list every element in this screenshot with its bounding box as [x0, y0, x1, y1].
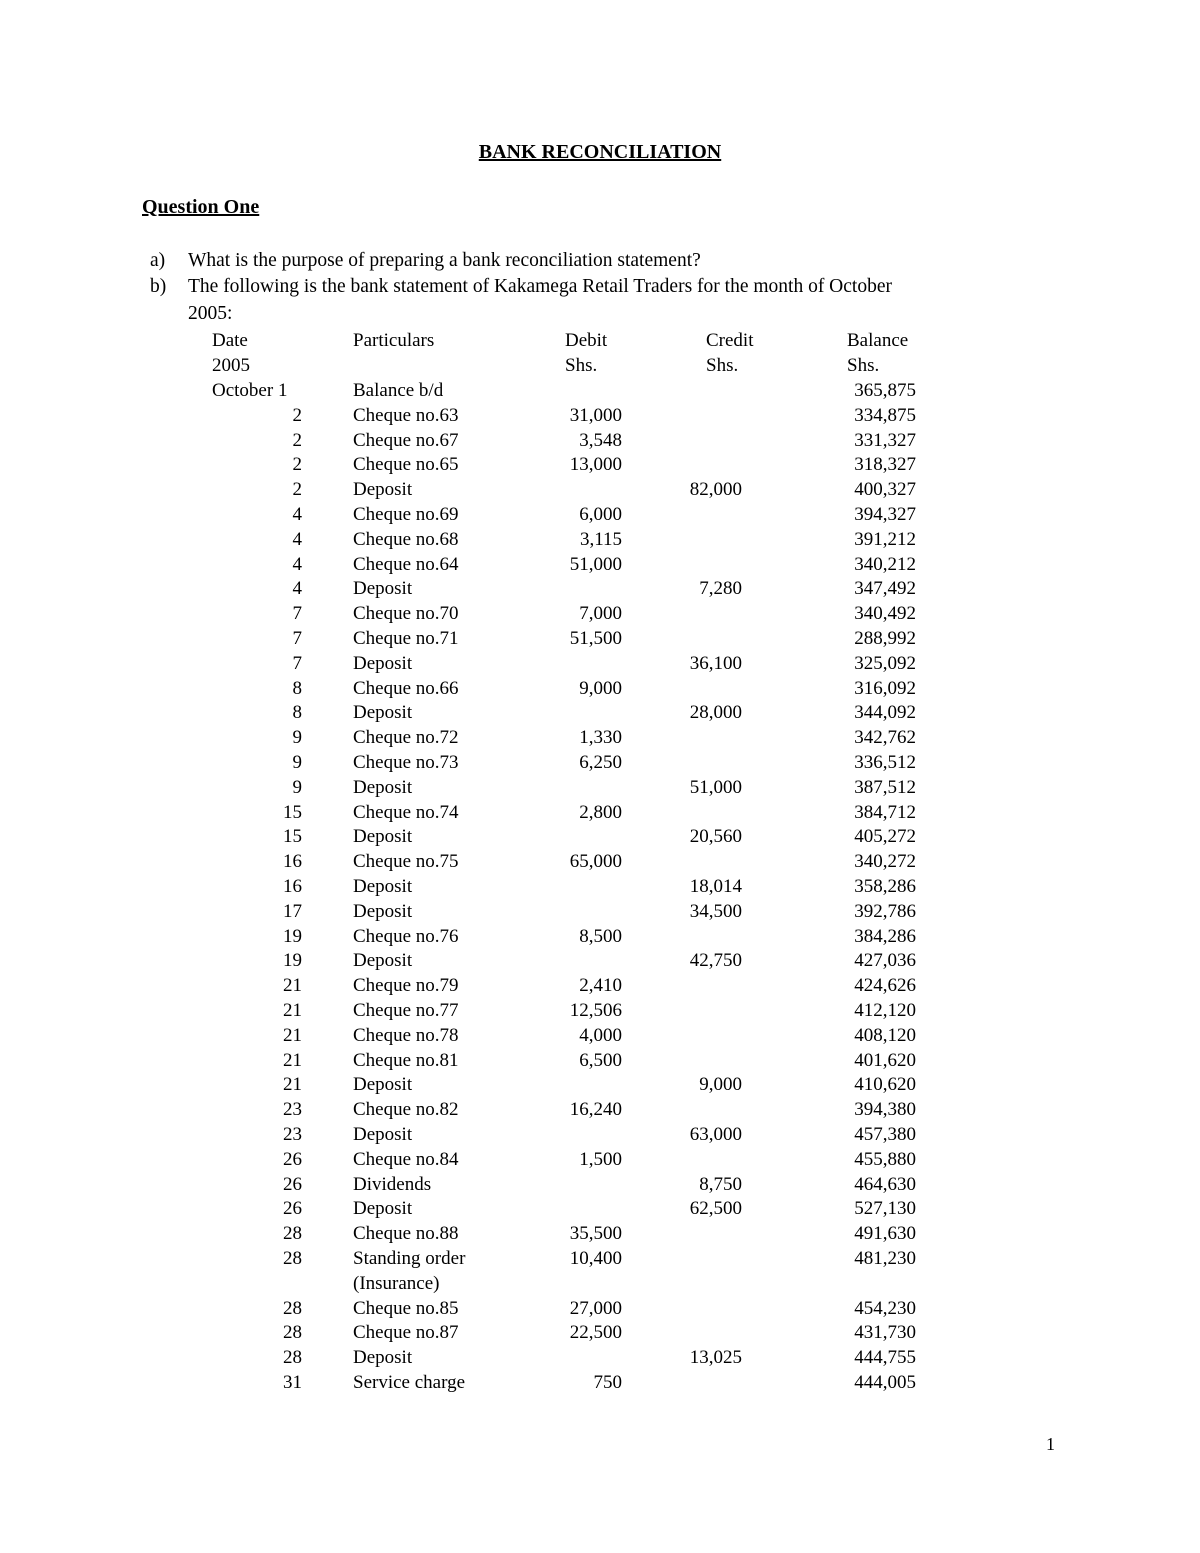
row-balance: 391,212 — [854, 528, 916, 550]
row-debit: 750 — [593, 1372, 622, 1393]
row-balance: 347,492 — [854, 578, 916, 600]
row-date: 2 — [292, 454, 302, 476]
row-date: 7 — [292, 603, 302, 625]
row-particulars: Cheque no.65 — [353, 454, 459, 476]
row-particulars: Deposit — [353, 1198, 413, 1220]
row-debit: 2,410 — [579, 975, 622, 997]
row-date: 23 — [283, 1124, 302, 1145]
row-particulars: Cheque no.72 — [353, 727, 459, 749]
row-date: 28 — [283, 1297, 302, 1319]
row-particulars: Cheque no.78 — [353, 1024, 459, 1046]
section-heading: Question One — [142, 196, 260, 218]
row-credit: 36,100 — [689, 652, 742, 674]
row-particulars: Cheque no.87 — [353, 1322, 459, 1344]
row-credit: 51,000 — [689, 776, 742, 798]
row-particulars: Deposit — [353, 479, 413, 501]
row-balance: 464,630 — [854, 1173, 916, 1195]
row-debit: 27,000 — [569, 1297, 622, 1319]
row-credit: 82,000 — [689, 479, 742, 501]
row-debit: 7,000 — [579, 603, 622, 625]
row-date: 21 — [283, 1024, 302, 1046]
row-credit: 20,560 — [689, 826, 742, 848]
row-particulars: Deposit — [353, 950, 413, 972]
row-balance: 405,272 — [854, 826, 916, 848]
row-particulars: Deposit — [353, 826, 413, 848]
row-balance: 358,286 — [854, 876, 916, 897]
question-b — [150, 276, 892, 298]
row-particulars: Cheque no.74 — [353, 801, 459, 823]
row-balance: 457,380 — [854, 1124, 916, 1145]
question-b-text: The following is the bank statement of Kakamega Retail Traders for the month of October — [188, 276, 892, 297]
row-particulars: Deposit — [353, 1347, 413, 1369]
row-debit: 3,548 — [579, 429, 622, 451]
row-particulars: Cheque no.77 — [353, 1000, 459, 1021]
row-balance: 344,092 — [854, 702, 916, 724]
row-balance: 316,092 — [854, 677, 916, 699]
header-particulars: Particulars — [353, 330, 435, 351]
row-balance: 410,620 — [854, 1074, 916, 1096]
row-balance: 408,120 — [854, 1024, 916, 1046]
row-date: 17 — [283, 900, 302, 922]
row-particulars: Deposit — [353, 876, 413, 897]
row-particulars: Cheque no.81 — [353, 1049, 459, 1071]
row-date: 21 — [283, 1000, 302, 1021]
row-balance: 455,880 — [854, 1148, 916, 1170]
row-particulars: Cheque no.82 — [353, 1099, 459, 1121]
row-balance: 340,212 — [854, 553, 916, 575]
row-particulars: Cheque no.88 — [353, 1223, 459, 1245]
row-balance: 384,286 — [854, 925, 916, 947]
row-date: 8 — [292, 677, 302, 699]
row-debit: 1,500 — [579, 1148, 622, 1170]
row-balance: 318,327 — [854, 454, 916, 476]
question-b-label: b) — [150, 276, 167, 297]
row-particulars: Cheque no.79 — [353, 975, 459, 997]
row-balance: 400,327 — [854, 479, 916, 501]
row-particulars: Dividends — [353, 1173, 432, 1195]
document-title: BANK RECONCILIATION — [478, 141, 722, 163]
row-date: 16 — [283, 851, 302, 873]
row-particulars: Service charge — [353, 1372, 466, 1393]
row-particulars: Cheque no.67 — [353, 429, 459, 451]
row-debit: 2,800 — [579, 801, 622, 823]
row-particulars: Standing order — [353, 1248, 466, 1269]
row-credit: 42,750 — [689, 950, 742, 972]
header-credit: Credit — [706, 330, 754, 351]
row-date: 21 — [283, 1074, 302, 1096]
row-balance: 387,512 — [854, 776, 916, 798]
row-date: 2 — [292, 479, 302, 501]
row-date: 9 — [292, 752, 302, 773]
row-date: 26 — [283, 1198, 302, 1220]
row-credit: 62,500 — [689, 1198, 742, 1220]
row-particulars: Cheque no.64 — [353, 553, 459, 575]
row-date: 9 — [292, 727, 302, 749]
row-credit: 28,000 — [689, 702, 742, 724]
row-debit: 10,400 — [569, 1248, 622, 1269]
row-date: 28 — [283, 1223, 302, 1245]
row-balance: 336,512 — [854, 752, 916, 773]
row-debit: 6,500 — [579, 1049, 622, 1071]
row-debit: 51,000 — [569, 553, 622, 575]
row-balance: 491,630 — [854, 1223, 916, 1245]
row-balance: 288,992 — [854, 628, 916, 649]
row-debit: 16,240 — [569, 1099, 622, 1121]
header-credit-unit: Shs. — [706, 355, 739, 376]
question-a-label: a) — [150, 250, 166, 271]
row-credit: 8,750 — [699, 1173, 742, 1195]
question-b-continuation: 2005: — [188, 303, 233, 324]
row-debit: 1,330 — [579, 727, 622, 749]
row-date: 4 — [292, 528, 302, 550]
row-balance: 444,755 — [854, 1347, 916, 1369]
row-particulars: Cheque no.73 — [353, 752, 459, 773]
row-particulars: Deposit — [353, 1124, 413, 1145]
row-date: 28 — [283, 1347, 302, 1369]
row-date: 15 — [283, 826, 302, 848]
row-credit: 7,280 — [699, 578, 742, 600]
row-date: 19 — [283, 925, 302, 947]
row-debit: 4,000 — [579, 1024, 622, 1046]
row-credit: 34,500 — [689, 900, 742, 922]
row-particulars: Cheque no.70 — [353, 603, 459, 625]
row-debit: 12,506 — [569, 1000, 622, 1021]
row-debit: 35,500 — [569, 1223, 622, 1245]
row-balance: 444,005 — [854, 1372, 916, 1393]
row-balance: 334,875 — [854, 404, 916, 426]
row-particulars: Deposit — [353, 776, 413, 798]
row-particulars: Balance b/d — [353, 380, 444, 401]
row-particulars: Deposit — [353, 702, 413, 724]
row-debit: 51,500 — [569, 628, 622, 649]
row-date: 2 — [292, 429, 302, 451]
row-credit: 18,014 — [689, 876, 742, 897]
row-particulars: Deposit — [353, 1074, 413, 1096]
row-date: 7 — [292, 652, 302, 674]
row-balance: 325,092 — [854, 652, 916, 674]
row-debit: 22,500 — [569, 1322, 622, 1344]
row-date: 16 — [283, 876, 302, 897]
header-balance-unit: Shs. — [847, 355, 880, 376]
row-credit: 63,000 — [689, 1124, 742, 1145]
row-debit: 8,500 — [579, 925, 622, 947]
row-debit: 3,115 — [579, 528, 622, 550]
row-date: 28 — [283, 1248, 302, 1269]
row-particulars: Cheque no.75 — [353, 851, 459, 873]
row-date: 8 — [292, 702, 302, 724]
row-date: 26 — [283, 1148, 302, 1170]
question-a-text: What is the purpose of preparing a bank reconciliation statement? — [188, 250, 701, 271]
row-particulars-continuation: (Insurance) — [353, 1272, 440, 1294]
row-particulars: Cheque no.68 — [353, 528, 459, 550]
row-date: 4 — [292, 553, 302, 575]
row-credit: 13,025 — [689, 1347, 742, 1369]
row-balance: 394,380 — [854, 1099, 916, 1121]
header-balance: Balance — [847, 330, 909, 351]
row-balance: 481,230 — [854, 1248, 916, 1269]
row-date: 31 — [283, 1372, 302, 1393]
header-date: Date — [212, 330, 248, 351]
row-date: 9 — [292, 776, 302, 798]
row-particulars: Deposit — [353, 900, 413, 922]
row-balance: 394,327 — [854, 504, 916, 525]
row-particulars: Cheque no.69 — [353, 504, 459, 525]
row-particulars: Cheque no.66 — [353, 677, 459, 699]
row-balance: 392,786 — [854, 900, 916, 922]
row-balance: 454,230 — [854, 1297, 916, 1319]
row-balance: 412,120 — [854, 1000, 916, 1021]
row-date: 21 — [283, 975, 302, 997]
row-particulars: Cheque no.84 — [353, 1148, 459, 1170]
row-balance: 431,730 — [854, 1322, 916, 1344]
row-balance: 340,492 — [854, 603, 916, 625]
row-date: 21 — [283, 1049, 302, 1071]
row-balance: 527,130 — [854, 1198, 916, 1220]
row-debit: 65,000 — [569, 851, 622, 873]
row-balance: 331,327 — [854, 429, 916, 451]
row-date: 23 — [283, 1099, 302, 1121]
page-number: 1 — [1046, 1434, 1055, 1454]
row-date: 2 — [292, 404, 302, 426]
row-date: 26 — [283, 1173, 302, 1195]
row-date: 19 — [283, 950, 302, 972]
row-debit: 6,000 — [579, 504, 622, 525]
row-particulars: Deposit — [353, 578, 413, 600]
row-particulars: Cheque no.63 — [353, 404, 459, 426]
header-year: 2005 — [212, 355, 250, 376]
row-debit: 9,000 — [579, 677, 622, 699]
row-particulars: Cheque no.71 — [353, 628, 459, 649]
row-credit: 9,000 — [699, 1074, 742, 1096]
row-balance: 427,036 — [854, 950, 916, 972]
row-date: 7 — [292, 628, 302, 649]
row-balance: 340,272 — [854, 851, 916, 873]
row-particulars: Cheque no.85 — [353, 1297, 459, 1319]
row-debit: 13,000 — [569, 454, 622, 476]
row-particulars: Cheque no.76 — [353, 925, 459, 947]
row-date: 4 — [292, 504, 302, 525]
row-balance: 342,762 — [854, 727, 916, 749]
row-particulars: Deposit — [353, 652, 413, 674]
row-debit: 31,000 — [569, 404, 622, 426]
row-date: 28 — [283, 1322, 302, 1344]
row-balance: 401,620 — [854, 1049, 916, 1071]
row-balance: 365,875 — [854, 380, 916, 401]
row-date: October 1 — [212, 380, 288, 401]
row-date: 15 — [283, 801, 302, 823]
row-debit: 6,250 — [579, 752, 622, 773]
row-balance: 384,712 — [854, 801, 916, 823]
row-date: 4 — [292, 578, 302, 600]
header-debit: Debit — [565, 330, 608, 351]
header-debit-unit: Shs. — [565, 355, 598, 376]
row-balance: 424,626 — [854, 975, 916, 997]
question-a — [150, 250, 701, 272]
